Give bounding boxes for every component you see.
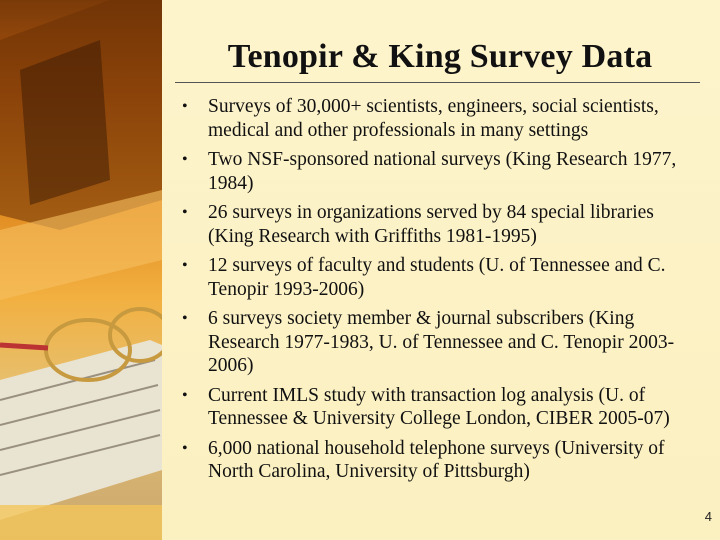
bullet-dot-icon: • xyxy=(182,204,188,221)
bullet-item: • Two NSF-sponsored national surveys (King Research 1977, 1984) xyxy=(182,149,677,194)
desk-surface-shape xyxy=(0,505,162,540)
bullet-item: • 12 surveys of faculty and students (U. of Tennessee and C. Tenopir 1993-2006) xyxy=(182,255,666,300)
bullet-dot-icon: • xyxy=(182,98,188,115)
bullet-list xyxy=(182,95,702,490)
bullet-item: • 26 surveys in organizations served by 84 special libraries (King Research with Griffiths 1981-1995) xyxy=(182,202,654,247)
decorative-photo-panel xyxy=(0,0,162,540)
bullet-item: • 6,000 national household telephone surveys (University of North Carolina, University of Pittsburgh) xyxy=(182,437,665,482)
title-divider xyxy=(175,82,700,83)
bullet-item: • Current IMLS study with transaction log analysis (U. of Tennessee & University College London, CIBER 2005-07) xyxy=(182,384,670,429)
bullet-dot-icon: • xyxy=(182,386,188,404)
page-number: 4 xyxy=(704,509,712,524)
bullet-dot-icon: • xyxy=(182,439,188,457)
bullet-item: • 6 surveys society member & journal subscribers (King Research 1977-1983, U. of Tennessee and C. Tenopir 2003-2006) xyxy=(182,308,675,376)
bullet-item: • Surveys of 30,000+ scientists, engineers, social scientists, medical and other professionals in many settings xyxy=(182,96,659,141)
bullet-dot-icon: • xyxy=(182,257,188,274)
glasses-arm-shape xyxy=(0,345,48,348)
slide-title: Tenopir & King Survey Data xyxy=(227,38,653,75)
desk-photo-illustration xyxy=(0,0,162,540)
bullet-dot-icon: • xyxy=(182,310,188,327)
bullet-dot-icon: • xyxy=(182,151,188,168)
